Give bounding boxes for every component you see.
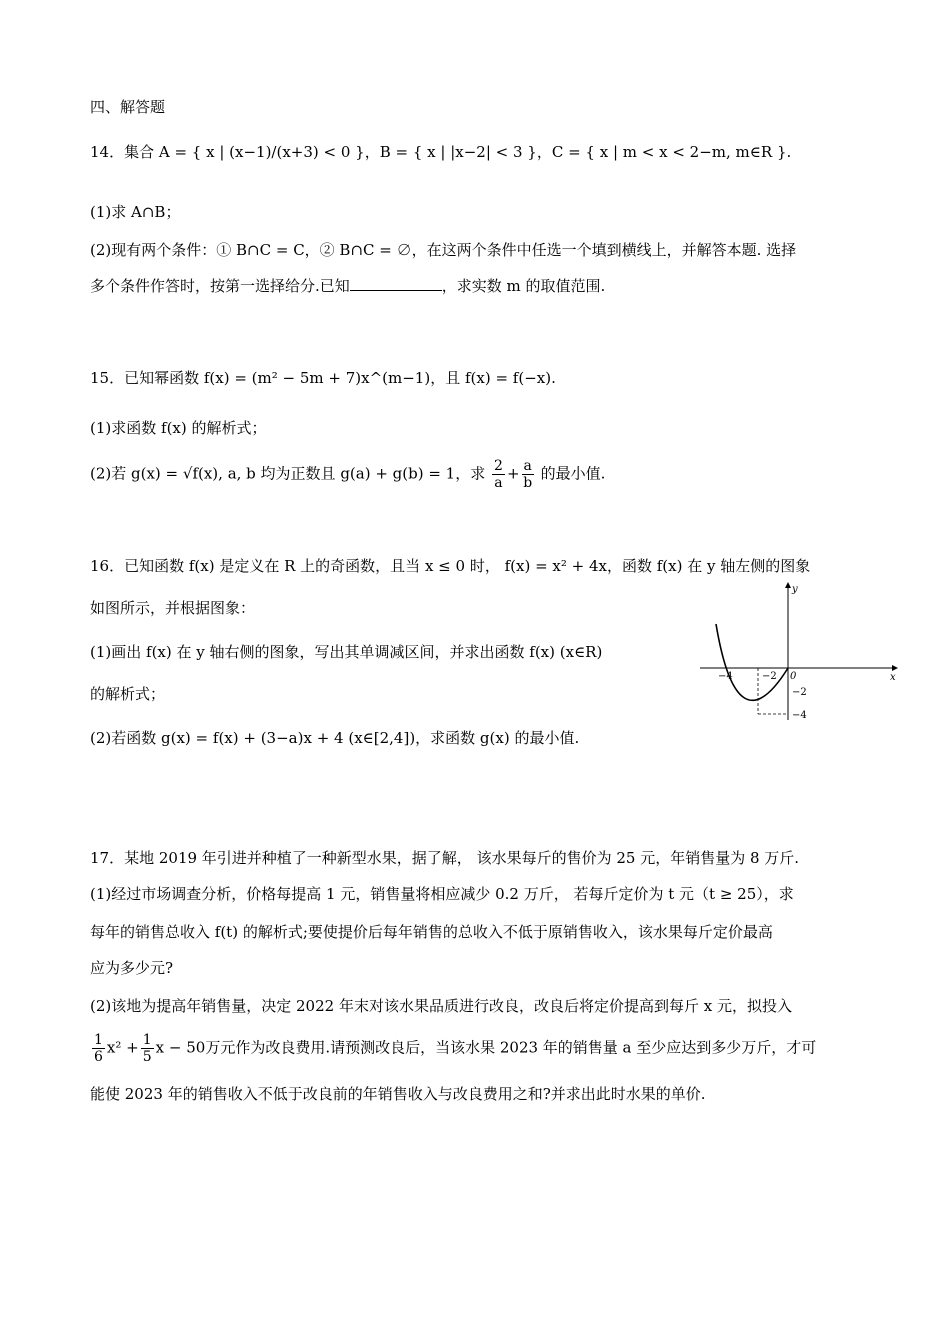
q15-part2-suffix: 的最小值. (540, 464, 606, 483)
q14-part2-prefix: 多个条件作答时，按第一选择给分.已知 (90, 277, 350, 295)
q17-part1-line2: 每年的销售总收入 f(t) 的解析式;要使提价后每年销售的总收入不低于原销售收入，该水果每斤定价最高 (90, 923, 773, 941)
label-x-neg4: −4 (718, 671, 733, 682)
x-linear-term: x − 50 (155, 1038, 206, 1057)
q17-stem: 17．某地 2019 年引进并种植了一种新型水果，据了解， 该水果每斤的售价为 25 元，年销售量为 8 万斤. (90, 849, 800, 867)
q15-stem: 15．已知幂函数 f(x) = (m² − 5m + 7)x^(m−1)，且 f(x) = f(−x). (90, 369, 556, 387)
label-origin: 0 (790, 671, 797, 682)
fraction-1-over-5: $\frac{1}{5}$ (142, 1032, 152, 1065)
function-graph (700, 580, 900, 720)
q14-part2-suffix: ，求实数 m 的取值范围. (441, 277, 606, 295)
q17-part1-line3: 应为多少元? (90, 959, 174, 977)
fraction-1-over-6: $\frac{1}{6}$ (94, 1032, 103, 1065)
q14-part2-line1: (2)现有两个条件：① B∩C = C，② B∩C = ∅，在这两个条件中任选一个填到横线上，并解答本题. 选择 (90, 241, 797, 259)
parabola-curve (716, 624, 788, 700)
section-title: 四、解答题 (90, 98, 166, 116)
q17-part2-line2 (90, 1032, 816, 1065)
q17-part2-line2-text: 万元作为改良费用.请预测改良后，当该水果 2023 年的销售量 a 至少应达到多少万斤，才可 (205, 1038, 817, 1057)
q15-part2: (2)若 g(x) = √f(x), a, b 均为正数且 g(a) + g(b) = 1，求 $\frac{2}{a}$ + $\frac{a}{b}$ 的最小值. (90, 458, 606, 491)
q14-part2-line2 (90, 276, 605, 296)
label-y-neg2: −2 (792, 687, 807, 698)
answer-blank[interactable] (350, 276, 442, 291)
x-squared-term: x² + (106, 1038, 139, 1057)
q16-part2: (2)若函数 g(x) = f(x) + (3−a)x + 4 (x∈[2,4])，求函数 g(x) 的最小值. (90, 729, 580, 747)
fraction-a-over-b: $\frac{a}{b}$ (523, 458, 533, 491)
q14-part1: (1)求 A∩B； (90, 203, 181, 221)
q16-part1-line2: 的解析式； (90, 685, 166, 703)
q16-stem-line2: 如图所示，并根据图象： (90, 599, 256, 617)
y-axis-arrow (785, 582, 791, 588)
label-x-neg2: −2 (762, 671, 777, 682)
x-axis-arrow (892, 665, 898, 671)
q15-part1: (1)求函数 f(x) 的解析式； (90, 419, 267, 437)
q16-stem-line1: 16．已知函数 f(x) 是定义在 R 上的奇函数，且当 x ≤ 0 时， f(x) = x² + 4x，函数 f(x) 在 y 轴左侧的图象 (90, 557, 811, 575)
q17-part1-line1: (1)经过市场调查分析，价格每提高 1 元，销售量将相应减少 0.2 万斤， 若每斤定价为 t 元（t ≥ 25），求 (90, 885, 794, 903)
label-y: y (792, 584, 798, 595)
fraction-2-over-a: $\frac{2}{a}$ (494, 458, 503, 491)
q14-stem: 14．集合 A = { x | (x−1)/(x+3) < 0 }，B = { x | |x−2| < 3 }，C = { x | m < x < 2−m, m∈R }. (90, 143, 792, 161)
q17-part2-line3: 能使 2023 年的销售收入不低于改良前的年销售收入与改良费用之和?并求出此时水果的单价. (90, 1085, 706, 1103)
label-x: x (890, 672, 896, 683)
q17-part2-line1: (2)该地为提高年销售量，决定 2022 年末对该水果品质进行改良，改良后将定价提高到每斤 x 元，拟投入 (90, 997, 792, 1015)
q16-part1-line1: (1)画出 f(x) 在 y 轴右侧的图象，写出其单调减区间，并求出函数 f(x) (x∈R) (90, 643, 603, 661)
q15-part2-prefix: (2)若 g(x) = √f(x), a, b 均为正数且 g(a) + g(b) = 1，求 (90, 464, 486, 483)
label-y-neg4: −4 (792, 710, 807, 720)
